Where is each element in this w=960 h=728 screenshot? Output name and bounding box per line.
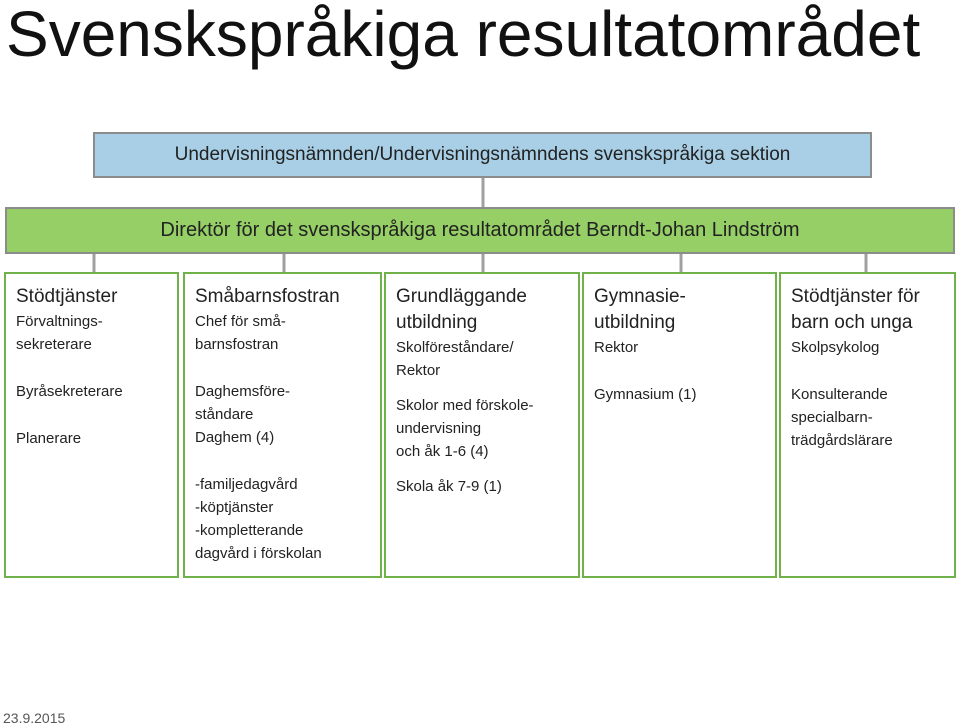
column-upper-secondary [582, 272, 777, 578]
column-early-childhood [183, 272, 382, 578]
column-line: Förvaltnings- sekreterare [16, 313, 103, 353]
column-line: Byråsekreterare [16, 383, 123, 400]
column-heading: Gymnasie- utbildning [594, 286, 686, 333]
column-line: Skola åk 7-9 (1) [396, 478, 502, 495]
column-line: Planerare [16, 430, 82, 447]
page-title: Svenskspråkiga resultatområdet [6, 0, 921, 70]
column-line: -familjedagvård -köptjänster -kompletterande dagvård i förskolan [195, 476, 322, 562]
column-line: Gymnasium (1) [594, 386, 697, 403]
committee-box [93, 132, 872, 178]
committee-box-label: Undervisningsnämnden/Undervisningsnämndens svenskspråkiga sektion [174, 144, 791, 165]
director-box-label: Direktör för det svenskspråkiga resultatområdet Berndt-Johan Lindström [160, 219, 800, 241]
column-line: Konsulterande specialbarn- trädgårdslärare [791, 386, 893, 449]
column-line: Chef för små- barnsfostran [195, 313, 286, 353]
column-line: Rektor [594, 339, 639, 356]
column-heading: Stödtjänster [16, 286, 118, 307]
column-heading: Småbarnsfostran [195, 286, 340, 307]
column-heading: Grundläggande utbildning [396, 286, 527, 333]
column-basic-education [384, 272, 580, 578]
column-child-youth-support [779, 272, 956, 578]
column-line: Skolor med förskole- undervisning och åk 1-6 (4) [396, 397, 534, 460]
footer-date: 23.9.2015 [3, 710, 66, 726]
column-heading: Stödtjänster för barn och unga [791, 286, 920, 333]
director-box [5, 207, 955, 254]
column-line: Daghemsföre- ståndare Daghem (4) [195, 383, 291, 446]
column-support-services [4, 272, 179, 578]
column-line: Skolpsykolog [791, 339, 880, 356]
column-line: Skolföreståndare/ Rektor [396, 339, 514, 379]
